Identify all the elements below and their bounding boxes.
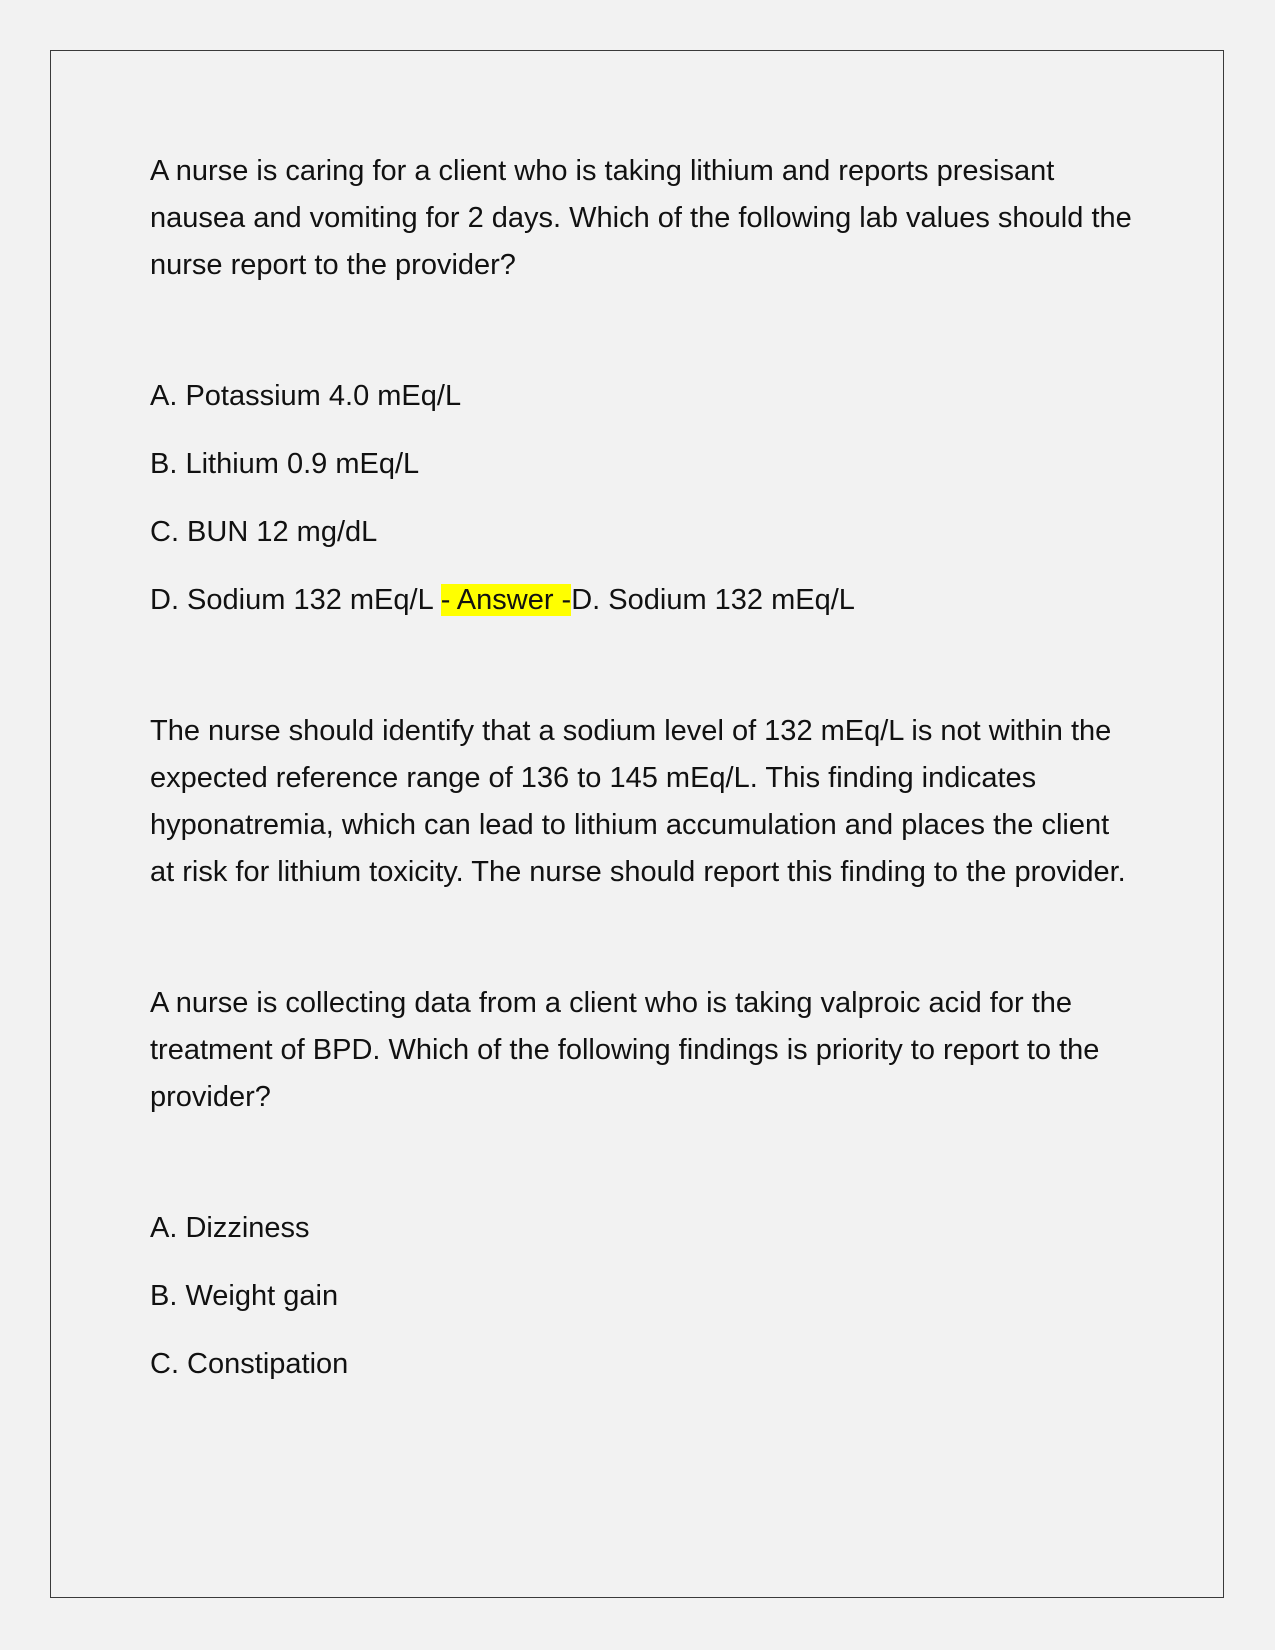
question-1-options bbox=[150, 373, 1140, 624]
answer-text: D. Sodium 132 mEq/L bbox=[571, 584, 855, 616]
question-2-text: A nurse is collecting data from a client who is taking valproic acid for the treatment of BPD. Which of the following findings is priority to report to the provider? bbox=[150, 987, 1100, 1113]
answer-marker: - Answer - bbox=[440, 584, 572, 616]
question-2-option-b: B. Weight gain bbox=[150, 1280, 339, 1312]
question-1-explanation: The nurse should identify that a sodium level of 132 mEq/L is not within the expected reference range of 136 to 145 mEq/L. This finding indicates hyponatremia, which can lead to lithium accumulation and places the client at risk for lithium toxicity. The nurse should report this finding to the provider. bbox=[150, 715, 1126, 888]
question-2-option-c: C. Constipation bbox=[150, 1348, 349, 1380]
option-d-text: D. Sodium 132 mEq/L bbox=[150, 584, 441, 616]
question-1-option-d bbox=[150, 577, 1140, 624]
question-1-option-c: C. BUN 12 mg/dL bbox=[150, 516, 378, 548]
document-content bbox=[150, 148, 1140, 1409]
question-1-option-b: B. Lithium 0.9 mEq/L bbox=[150, 448, 420, 480]
question-1-option-a: A. Potassium 4.0 mEq/L bbox=[150, 380, 462, 412]
question-2-option-a: A. Dizziness bbox=[150, 1212, 310, 1244]
question-1-text: A nurse is caring for a client who is taking lithium and reports presisant nausea and vomiting for 2 days. Which of the following lab values should the nurse report to the provider? bbox=[150, 155, 1132, 281]
question-2-options bbox=[150, 1205, 1140, 1388]
